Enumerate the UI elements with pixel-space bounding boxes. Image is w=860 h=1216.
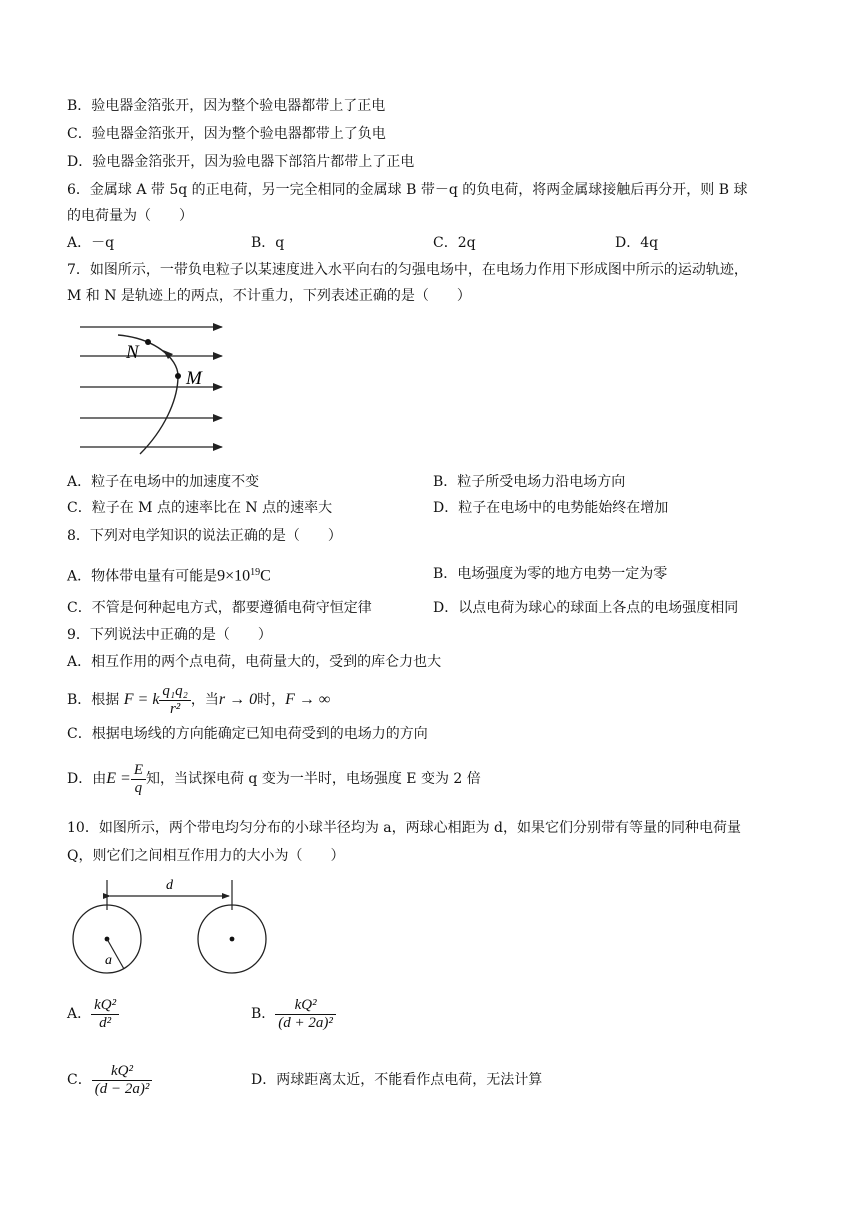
q9-option-d-denominator: q [134,779,143,796]
q9-stem: 9．下列说法中正确的是（ ） [67,627,272,643]
q5-option-d: D．验电器金箔张开，因为验电器下部箔片都带上了正电 [67,154,415,170]
q9-option-d-suffix: 知，当试探电荷 q 变为一半时，电场强度 E 变为 2 倍 [145,771,481,787]
q7-option-b: B．粒子所受电场力沿电场方向 [433,474,626,490]
q10-stem-line1: 10．如图所示，两个带电均匀分布的小球半径均为 a，两球心相距为 d，如果它们分别带有等量的同种电荷量 [67,820,742,836]
radius-label: a [105,953,112,968]
q9-option-b-numerator: q₁q₂ [159,683,190,701]
q6-option-a: A．－q [67,235,115,251]
q10-option-a-numerator: kQ² [91,997,119,1015]
right-center-dot [230,937,235,942]
q7-field-diagram [74,318,234,458]
q9-option-b-prefix: B．根据 [67,692,120,708]
q8-option-d: D．以点电荷为球心的球面上各点的电场强度相同 [433,600,739,616]
q6-option-c: C．2q [433,235,476,251]
q10-option-c-label: C． [67,1072,92,1088]
q10-option-a [67,992,119,1036]
q9-option-c: C．根据电场线的方向能确定已知电荷受到的电场力的方向 [67,726,428,742]
q10-option-b-numerator: kQ² [275,997,336,1015]
q10-option-b-fraction [275,997,336,1032]
q9-option-b-formula-lhs: F = k [123,691,160,708]
q9-option-b-condition: r → 0 [218,691,258,708]
q8-option-a-text: A．物体带电量有可能是 [67,568,218,585]
q7-option-d: D．粒子在电场中的电势能始终在增加 [433,500,669,516]
q9-option-b-denominator: r² [169,700,181,717]
q10-option-b-denominator: (d + 2a)² [278,1014,333,1031]
q10-option-c-fraction [92,1063,153,1098]
q9-option-b [67,680,330,720]
q5-option-c: C．验电器金箔张开，因为整个验电器都带上了负电 [67,126,386,142]
q5-option-b: B．验电器金箔张开，因为整个验电器都带上了正电 [67,98,386,114]
q9-option-d-numerator: E [131,762,146,780]
q9-option-a: A．相互作用的两个点电荷，电荷量大的，受到的库仑力也大 [67,654,442,670]
trajectory-arrowhead [163,350,173,359]
q7-option-a: A．粒子在电场中的加速度不变 [67,474,260,490]
q10-option-a-fraction [91,997,119,1032]
q8-stem: 8．下列对电学知识的说法正确的是（ ） [67,528,342,544]
q6-stem-line2: 的电荷量为（ ） [67,208,193,224]
q8-option-a-value: 9×10 [217,567,251,585]
q9-option-d-fraction [131,762,146,797]
q10-option-c [67,1058,152,1102]
q8-option-a [67,563,271,587]
q9-option-d-prefix: D．由 [67,771,107,787]
q10-option-a-denominator: d² [99,1014,112,1031]
q10-option-d: D．两球距离太近，不能看作点电荷，无法计算 [251,1072,543,1088]
q10-option-c-denominator: (d − 2a)² [94,1080,150,1097]
q10-option-b-label: B． [251,1006,276,1022]
q8-option-b: B．电场强度为零的地方电势一定为零 [433,566,668,582]
q7-stem-line2: M 和 N 是轨迹上的两点，不计重力，下列表述正确的是（ ） [67,288,471,304]
q10-stem-line2: Q，则它们之间相互作用力的大小为（ ） [67,848,345,864]
q9-option-b-mid: ，当 [190,692,219,708]
distance-label: d [166,878,173,893]
q8-option-a-unit: C [260,567,271,585]
q9-option-b-result: F → ∞ [285,691,331,708]
q8-option-c: C．不管是何种起电方式，都要遵循电荷守恒定律 [67,600,372,616]
q10-option-b [251,992,336,1036]
q6-stem-line1: 6．金属球 A 带 5q 的正电荷，另一完全相同的金属球 B 带－q 的负电荷，将两金属球接触后再分开，则 B 球 [67,182,748,198]
q10-spheres-diagram [70,876,276,980]
q10-option-a-label: A． [67,1006,92,1022]
q9-option-d-formula-lhs: E = [106,770,131,787]
point-n-dot [145,339,151,345]
q8-option-a-exponent: 19 [250,567,261,578]
point-m-label: M [186,368,202,389]
q7-stem-line1: 7．如图所示，一带负电粒子以某速度进入水平向右的匀强电场中，在电场力作用下形成图中所示的运动轨迹， [67,262,748,278]
point-m-dot [175,373,181,379]
q6-option-b: B．q [251,235,285,251]
q7-option-c: C．粒子在 M 点的速率比在 N 点的速率大 [67,500,333,516]
q9-option-b-mid2: 时， [257,692,286,708]
point-n-label: N [126,342,139,363]
q9-option-b-fraction [159,683,190,718]
q10-option-c-numerator: kQ² [92,1063,153,1081]
q9-option-d [67,758,481,800]
q6-option-d: D．4q [615,235,659,251]
